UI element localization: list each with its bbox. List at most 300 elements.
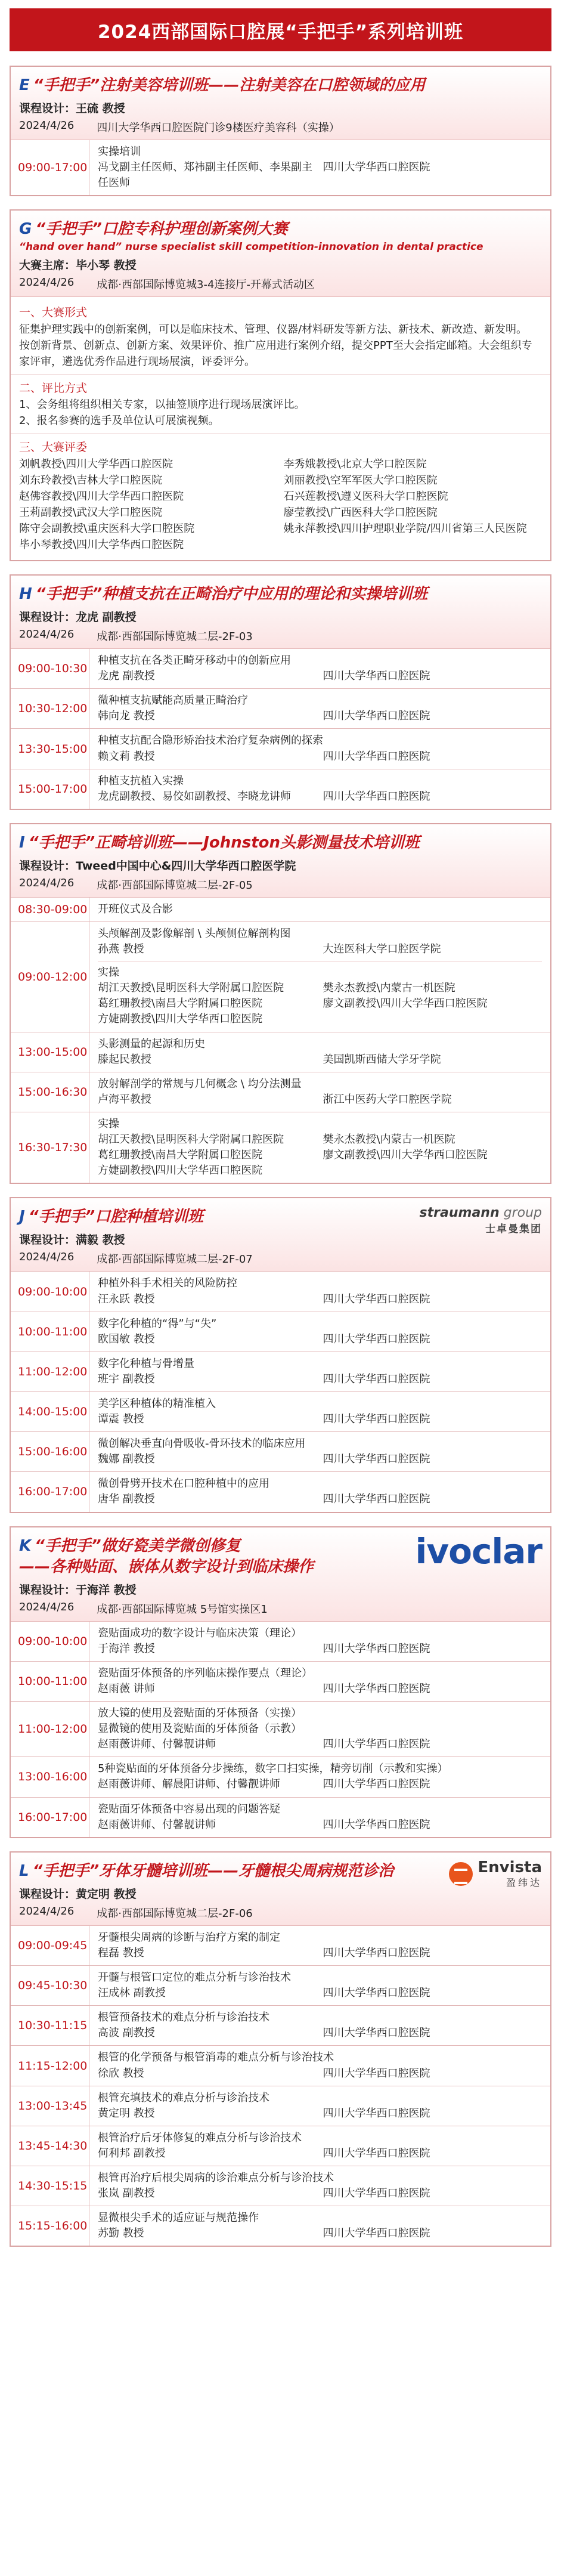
judge-item: 刘丽教授\空军军医大学口腔医院 — [283, 474, 438, 487]
session-topic: 放射解剖学的常规与几何概念 \ 均分法测量 — [98, 1077, 302, 1090]
speaker-name: 胡江天教授\昆明医科大学附属口腔医院 — [98, 1133, 284, 1146]
section-letter: K — [19, 1536, 32, 1555]
section-header — [11, 1198, 550, 1272]
speaker-name: 赵雨薇讲师、解晨阳讲师、付馨靓讲师 — [98, 1778, 280, 1791]
session-body — [89, 769, 550, 809]
session-topic: 微创解决垂直向骨吸收-骨环技术的临床应用 — [98, 1437, 306, 1451]
speaker-affiliation: 樊永杰教授\内蒙古一机医院 — [323, 1133, 455, 1146]
speaker-name: 何利邦 副教授 — [98, 2147, 166, 2160]
session-topic: 头颅解剖及影像解剖 \ 头颅侧位解剖构图 — [98, 927, 291, 940]
envista-logo — [449, 1860, 542, 1889]
session-topic: 实操 — [98, 1117, 119, 1130]
session-speakers — [98, 1132, 542, 1179]
session-topic: 根管的化学预备与根管消毒的难点分析与诊治技术 — [98, 2051, 334, 2064]
section-h — [10, 574, 551, 810]
section-title — [19, 833, 542, 853]
session-topic: 数字化种植的“得”与“失” — [98, 1317, 217, 1330]
competition-body — [11, 297, 550, 560]
session-time: 11:15-12:00 — [11, 2046, 89, 2085]
date-venue — [19, 1905, 542, 1921]
section-i — [10, 823, 551, 1185]
session-body — [89, 1352, 550, 1391]
date: 2024/4/26 — [19, 276, 75, 289]
session-speakers — [98, 2146, 542, 2161]
schedule-row — [11, 1072, 550, 1112]
session-speakers — [98, 1372, 542, 1387]
judge-item: 姚永萍教授\四川护理职业学院/四川省第三人民医院 — [283, 522, 527, 535]
page-banner: 2024西部国际口腔展“手把手”系列培训班 — [10, 8, 551, 51]
format-text-2: 按创新背景、创新点、创新方案、效果评价、推广应用进行案例介绍，提交PPT至大会指定邮箱。大会组织专家评审，遴选优秀作品进行现场展演，评委评分。 — [19, 339, 532, 368]
speaker-affiliation: 四川大学华西口腔医院 — [323, 1946, 430, 1959]
session-speakers — [98, 2025, 542, 2041]
speaker-affiliation: 四川大学华西口腔医院 — [323, 1818, 430, 1831]
session-speakers — [98, 1332, 542, 1347]
speaker-affiliation: 四川大学华西口腔医院 — [323, 1372, 430, 1386]
session-body — [89, 1392, 550, 1431]
session-body — [89, 729, 550, 768]
session-topic: 根管再治疗后根尖周病的诊治难点分析与诊治技术 — [98, 2171, 334, 2184]
session-topic: 头影测量的起源和历史 — [98, 1037, 205, 1050]
venue: 成都·西部国际博览城二层-2F-05 — [97, 879, 253, 892]
session-topic: 瓷贴面牙体预备中容易出现的问题答疑 — [98, 1802, 280, 1816]
judge-item: 赵佛容教授\四川大学华西口腔医院 — [19, 490, 184, 503]
schedule-row — [11, 2166, 550, 2206]
session-time: 09:45-10:30 — [11, 1966, 89, 2005]
evaluation-text-1: 1、会务组将组织相关专家，以抽签顺序进行现场展演评比。 — [19, 398, 305, 412]
schedule-row — [11, 1352, 550, 1392]
venue: 四川大学华西口腔医院门诊9楼医疗美容科（实操） — [97, 122, 340, 135]
session-speakers — [98, 1452, 542, 1467]
ivoclar-logo: ivoclar — [415, 1530, 542, 1572]
speaker-name: 高波 副教授 — [98, 2027, 155, 2040]
session-body — [89, 1662, 550, 1701]
venue: 成都·西部国际博览城二层-2F-07 — [97, 1253, 253, 1266]
session-topic: 放大镜的使用及瓷贴面的牙体预备（实操） — [98, 1707, 302, 1720]
date: 2024/4/26 — [19, 876, 75, 889]
session-body — [89, 1757, 550, 1796]
schedule-row — [11, 689, 550, 729]
speaker-affiliation: 四川大学华西口腔医院 — [323, 1642, 430, 1655]
schedule-row — [11, 729, 550, 769]
speaker-affiliation: 廖文副教授\四川大学华西口腔医院 — [323, 1149, 488, 1162]
session-time: 14:00-15:00 — [11, 1392, 89, 1431]
speaker-name: 魏娜 副教授 — [98, 1453, 155, 1466]
section-title — [19, 219, 542, 240]
speaker-name: 赵雨薇 讲师 — [98, 1683, 155, 1695]
session-time: 13:00-15:00 — [11, 1032, 89, 1072]
date-venue — [19, 1601, 542, 1616]
judge-item: 李秀娥教授\北京大学口腔医院 — [283, 457, 427, 471]
session-topic: 开髓与根管口定位的难点分析与诊治技术 — [98, 1971, 291, 1984]
section-subtitle: “hand over hand” nurse specialist skill competition-innovation in dental practice — [19, 241, 483, 253]
speaker-affiliation: 美国凯斯西储大学牙学院 — [323, 1053, 441, 1066]
venue: 成都·西部国际博览城二层-2F-06 — [97, 1907, 253, 1920]
date-venue — [19, 877, 542, 892]
session-topic: 瓷贴面牙体预备的序列临床操作要点（理论） — [98, 1666, 312, 1680]
schedule — [11, 140, 550, 195]
speaker-name: 班宇 副教授 — [98, 1372, 155, 1386]
speaker: 葛红珊教授\南昌大学附属口腔医院 — [98, 997, 263, 1010]
session-speakers — [98, 1641, 542, 1657]
logo-brand-cn: 盈纬达 — [506, 1876, 542, 1888]
session-speakers — [98, 1986, 542, 2001]
session-time: 11:00-12:00 — [11, 1702, 89, 1756]
speaker-affiliation: 浙江中医药大学口腔医学院 — [323, 1093, 452, 1106]
section-j — [10, 1197, 551, 1513]
date: 2024/4/26 — [19, 1600, 75, 1613]
speaker-affiliation: 四川大学华西口腔医院 — [323, 1332, 430, 1346]
session-speakers — [98, 1092, 542, 1108]
session-body — [89, 1312, 550, 1352]
section-header — [11, 576, 550, 649]
speaker-name: 龙虎 副教授 — [98, 670, 155, 683]
section-g — [10, 209, 551, 561]
section-title-text: “手把手”正畸培训班——Johnston头影测量技术培训班 — [28, 833, 420, 852]
speaker-affiliation: 四川大学华西口腔医院 — [323, 1738, 430, 1751]
judge-item: 王莉副教授\武汉大学口腔医院 — [19, 506, 163, 519]
session-time: 09:00-10:30 — [11, 649, 89, 688]
speaker-name: 汪成林 副教授 — [98, 1987, 166, 2000]
date: 2024/4/26 — [19, 1251, 75, 1264]
session-topic: 种植外科手术相关的风险防控 — [98, 1277, 237, 1290]
schedule-row — [11, 922, 550, 1032]
speaker-affiliation: 四川大学华西口腔医院 — [323, 2187, 430, 2200]
section-letter: G — [19, 220, 32, 239]
schedule-row — [11, 1757, 550, 1797]
speaker: 廖文副教授\四川大学华西口腔医院 — [323, 997, 488, 1010]
session-speakers — [98, 1292, 542, 1307]
schedule-row — [11, 1662, 550, 1702]
session-body — [89, 649, 550, 688]
speaker-name: 程磊 教授 — [98, 1946, 144, 1959]
schedule-row — [11, 2046, 550, 2086]
session-body — [89, 2086, 550, 2126]
session-body — [89, 1472, 550, 1511]
session-topic: 种植支抗植入实操 — [98, 774, 184, 787]
speaker-name: 黄定明 教授 — [98, 2107, 155, 2120]
speaker-affiliation: 四川大学华西口腔医院 — [323, 670, 430, 683]
session-time: 10:00-11:00 — [11, 1312, 89, 1352]
schedule-row — [11, 1392, 550, 1432]
schedule-row — [11, 1798, 550, 1837]
format-text-1: 征集护理实践中的创新案例，可以是临床技术、管理、仪器/材料研发等新方法、新技术、新改造、新发明。 — [19, 323, 528, 336]
session-body — [89, 898, 550, 921]
speaker-name: 赵雨薇讲师、付馨靓讲师 — [98, 1818, 216, 1831]
speaker-affiliation: 大连医科大学口腔医学院 — [323, 943, 441, 956]
session-time: 15:00-17:00 — [11, 769, 89, 809]
schedule-row — [11, 1966, 550, 2006]
venue: 成都·西部国际博览城3-4连接厅-开幕式活动区 — [97, 279, 315, 292]
speaker-name: 唐华 副教授 — [98, 1493, 155, 1506]
session-speakers — [98, 2066, 542, 2082]
speaker-name: 孙燕 教授 — [98, 943, 144, 956]
session-body — [89, 1432, 550, 1471]
section-e — [10, 66, 551, 196]
session-topic: 数字化种植与骨增量 — [98, 1357, 194, 1370]
session-time: 13:30-15:00 — [11, 729, 89, 768]
session-body — [89, 140, 550, 195]
course-designer: 课程设计：龙虎 副教授 — [19, 611, 137, 624]
heading-format: 一、大赛形式 — [19, 306, 88, 320]
session-time: 10:30-11:15 — [11, 2006, 89, 2045]
section-title-line2: ——各种贴面、嵌体从数字设计到临床操作 — [19, 1557, 314, 1576]
session-body — [89, 1622, 550, 1661]
session-body — [89, 922, 550, 1032]
speaker-affiliation: 四川大学华西口腔医院 — [323, 1987, 430, 2000]
speaker-affiliation: 四川大学华西口腔医院 — [323, 2227, 430, 2240]
session-body — [89, 689, 550, 728]
session-time: 09:00-10:00 — [11, 1622, 89, 1661]
evaluation-text-2: 2、报名参赛的选手及单位认可展演视频。 — [19, 415, 219, 428]
section-title-text: “手把手”口腔专科护理创新案例大赛 — [35, 220, 288, 239]
date-venue — [19, 628, 542, 644]
session-time: 10:30-12:00 — [11, 689, 89, 728]
session-topic: 实操培训 — [98, 146, 141, 159]
section-header — [11, 1853, 550, 1926]
speaker-name: 于海洋 教授 — [98, 1642, 155, 1655]
schedule-row — [11, 898, 550, 922]
session-speakers — [98, 1412, 542, 1427]
session-body — [89, 1798, 550, 1837]
session-body — [89, 1032, 550, 1072]
course-designer: 课程设计：Tweed中国中心&四川大学华西口腔医学院 — [19, 859, 296, 873]
speaker-affiliation: 四川大学华西口腔医院 — [323, 2147, 430, 2160]
speaker-name: 苏勤 教授 — [98, 2227, 144, 2240]
course-designer: 课程设计：于海洋 教授 — [19, 1583, 137, 1597]
schedule-row — [11, 1272, 550, 1312]
session-speakers — [98, 2226, 542, 2241]
speaker-affiliation: 四川大学华西口腔医院 — [323, 1778, 430, 1791]
session-time: 09:00-12:00 — [11, 922, 89, 1032]
speaker-name: 冯戈副主任医师、郑祎副主任医师、李果副主任医师 — [98, 161, 312, 190]
schedule-row — [11, 649, 550, 689]
section-letter: H — [19, 585, 32, 603]
session-speakers — [98, 1777, 542, 1792]
session-body — [89, 1112, 550, 1183]
date: 2024/4/26 — [19, 1904, 75, 1918]
session-body — [89, 2126, 550, 2166]
session-topic: 开班仪式及合影 — [98, 902, 173, 916]
speaker-name: 赵雨薇讲师、付馨靓讲师 — [98, 1738, 216, 1751]
schedule-row — [11, 2126, 550, 2166]
speaker: 樊永杰教授\内蒙古一机医院 — [323, 982, 455, 995]
speaker-affiliation: 四川大学华西口腔医院 — [323, 2067, 430, 2080]
heading-evaluation: 二、评比方式 — [19, 381, 88, 395]
date-venue — [19, 1251, 542, 1266]
judge-item: 刘帆教授\四川大学华西口腔医院 — [19, 457, 173, 471]
speaker-name: 赖文莉 教授 — [98, 750, 155, 763]
session-speakers — [98, 669, 542, 684]
session-topic: 微创骨劈开技术在口腔种植中的应用 — [98, 1477, 269, 1490]
logo-brand: Envista — [478, 1858, 542, 1876]
session-speakers — [98, 789, 542, 805]
speaker-affiliation — [323, 1163, 543, 1179]
section-header — [11, 67, 550, 140]
session-topic: 牙髓根尖周病的诊断与治疗方案的制定 — [98, 1931, 280, 1944]
session-topic: 5种瓷贴面的牙体预备分步操练，数字口扫实操，精旁切削（示教和实操） — [98, 1762, 448, 1776]
session-topic: 微种植支抗赋能高质量正畸治疗 — [98, 694, 248, 707]
session-time: 09:00-09:45 — [11, 1926, 89, 1965]
section-letter: L — [19, 1861, 29, 1880]
session-time: 11:00-12:00 — [11, 1352, 89, 1391]
session-body — [89, 2166, 550, 2206]
schedule-row — [11, 2206, 550, 2246]
schedule-row — [11, 1926, 550, 1966]
straumann-logo — [420, 1205, 542, 1235]
section-letter: J — [19, 1208, 25, 1226]
speaker-affiliation: 四川大学华西口腔医院 — [323, 1413, 430, 1426]
session-topic: 瓷贴面成功的数字设计与临床决策（理论） — [98, 1626, 302, 1640]
session-speakers — [98, 2186, 542, 2201]
course-designer: 课程设计：王硫 教授 — [19, 102, 125, 116]
session-time: 16:00-17:00 — [11, 1472, 89, 1511]
section-title-text: “手把手”牙体牙髓培训班——牙髓根尖周病规范诊治 — [32, 1861, 394, 1880]
session-speakers — [98, 749, 542, 765]
envista-mark-icon — [449, 1862, 473, 1886]
venue: 成都·西部国际博览城 5号馆实操区1 — [97, 1603, 268, 1616]
session-time: 16:00-17:00 — [11, 1798, 89, 1837]
schedule-row — [11, 2006, 550, 2046]
schedule-row — [11, 1032, 550, 1072]
course-designer: 课程设计：满毅 教授 — [19, 1233, 125, 1247]
schedule-row — [11, 140, 550, 195]
judge-item — [284, 537, 543, 553]
date: 2024/4/26 — [19, 119, 75, 132]
session-body — [89, 1072, 550, 1112]
schedule-row — [11, 769, 550, 809]
section-title — [19, 75, 542, 96]
session-time: 13:00-16:00 — [11, 1757, 89, 1796]
schedule — [11, 1622, 550, 1837]
session-time: 09:00-10:00 — [11, 1272, 89, 1311]
speaker-affiliation: 四川大学华西口腔医院 — [323, 1683, 430, 1695]
schedule-row — [11, 1622, 550, 1662]
speaker-name: 谭震 教授 — [98, 1413, 144, 1426]
session-speakers — [98, 1492, 542, 1507]
session-body — [89, 2206, 550, 2246]
section-letter: E — [19, 76, 30, 94]
session-speakers — [98, 1052, 542, 1068]
speaker-name: 葛红珊教授\南昌大学附属口腔医院 — [98, 1149, 263, 1162]
section-header — [11, 1527, 550, 1622]
speaker-affiliation: 四川大学华西口腔医院 — [323, 1292, 430, 1306]
speaker-name: 龙虎副教授、易佼如副教授、李晓龙讲师 — [98, 790, 291, 803]
session-speakers — [98, 1817, 542, 1833]
session-time: 16:30-17:30 — [11, 1112, 89, 1183]
competition-chair: 大赛主席：毕小琴 教授 — [19, 259, 137, 273]
session-topic: 根管充填技术的难点分析与诊治技术 — [98, 2091, 269, 2104]
session-body — [89, 2046, 550, 2085]
section-title-text: “手把手”口腔种植培训班 — [28, 1208, 204, 1226]
schedule — [11, 1926, 550, 2246]
speaker-affiliation: 四川大学华西口腔医院 — [323, 1493, 430, 1506]
date: 2024/4/26 — [19, 628, 75, 641]
venue: 成都·西部国际博览城二层-2F-03 — [97, 630, 253, 644]
session-sub-speakers — [98, 981, 542, 1027]
schedule-row — [11, 1312, 550, 1352]
session-speakers — [98, 709, 542, 724]
session-sub-topic: 实操 — [98, 961, 542, 981]
section-l — [10, 1851, 551, 2247]
speaker-name: 徐欣 教授 — [98, 2067, 144, 2080]
speaker: 胡江天教授\昆明医科大学附属口腔医院 — [98, 982, 284, 995]
judge-item: 毕小琴教授\四川大学华西口腔医院 — [19, 538, 184, 551]
session-time: 13:00-13:45 — [11, 2086, 89, 2126]
session-speakers — [98, 1737, 542, 1752]
speaker-name: 欧国敏 教授 — [98, 1332, 155, 1346]
session-topic: 美学区种植体的精准植入 — [98, 1397, 216, 1410]
speaker-affiliation: 四川大学华西口腔医院 — [323, 2027, 430, 2040]
speaker-affiliation: 四川大学华西口腔医院 — [323, 710, 430, 723]
heading-judges: 三、大赛评委 — [19, 441, 88, 454]
date-venue — [19, 119, 542, 135]
speaker-name: 滕起民教授 — [98, 1053, 151, 1066]
logo-brand-cn: 士卓曼集团 — [485, 1223, 542, 1236]
schedule-row — [11, 1472, 550, 1511]
session-body — [89, 1926, 550, 1965]
session-topic: 根管治疗后牙体修复的难点分析与诊治技术 — [98, 2131, 302, 2144]
session-speakers — [98, 2106, 542, 2122]
logo-brand-suffix: group — [503, 1205, 542, 1221]
course-designer: 课程设计：黄定明 教授 — [19, 1887, 137, 1901]
judge-item: 刘东玲教授\吉林大学口腔医院 — [19, 474, 163, 487]
speaker — [323, 1012, 543, 1027]
session-speakers — [98, 1681, 542, 1697]
speaker-affiliation: 四川大学华西口腔医院 — [323, 790, 430, 803]
session-time: 13:45-14:30 — [11, 2126, 89, 2166]
session-body — [89, 2006, 550, 2045]
speaker-affiliation: 四川大学华西口腔医院 — [323, 750, 430, 763]
session-body — [89, 1272, 550, 1311]
speaker-affiliation: 四川大学华西口腔医院 — [323, 161, 430, 174]
schedule-row — [11, 1112, 550, 1183]
session-speakers — [98, 942, 542, 957]
schedule — [11, 649, 550, 809]
schedule — [11, 898, 550, 1183]
session-topic: 根管预备技术的难点分析与诊治技术 — [98, 2011, 269, 2024]
schedule-row — [11, 1432, 550, 1472]
session-time: 10:00-11:00 — [11, 1662, 89, 1701]
session-time: 08:30-09:00 — [11, 898, 89, 921]
schedule-row — [11, 1702, 550, 1757]
session-time: 14:30-15:15 — [11, 2166, 89, 2206]
logo-brand: straumann — [419, 1205, 500, 1221]
section-header — [11, 211, 550, 297]
session-topic: 显微镜的使用及瓷贴面的牙体预备（示教） — [98, 1723, 302, 1736]
session-time: 15:15-16:00 — [11, 2206, 89, 2246]
schedule-row — [11, 2086, 550, 2126]
section-letter: I — [19, 833, 25, 852]
speaker-name: 韩向龙 教授 — [98, 710, 155, 723]
session-topic: 种植支抗在各类正畸牙移动中的创新应用 — [98, 654, 291, 667]
session-time: 15:00-16:00 — [11, 1432, 89, 1471]
session-body — [89, 1702, 550, 1756]
session-time: 15:00-16:30 — [11, 1072, 89, 1112]
session-time: 09:00-17:00 — [11, 140, 89, 195]
speaker-name: 汪永跃 教授 — [98, 1292, 155, 1306]
session-topic: 种植支抗配合隐形矫治技术治疗复杂病例的探索 — [98, 734, 323, 747]
schedule — [11, 1272, 550, 1511]
session-speakers — [98, 1946, 542, 1961]
speaker: 方婕副教授\四川大学华西口腔医院 — [98, 1013, 263, 1026]
judges-list — [19, 456, 542, 553]
date-venue — [19, 276, 542, 292]
session-body — [89, 1966, 550, 2005]
speaker-name: 方婕副教授\四川大学华西口腔医院 — [98, 1164, 263, 1177]
speaker-affiliation: 四川大学华西口腔医院 — [323, 2107, 430, 2120]
speaker-affiliation: 四川大学华西口腔医院 — [323, 1453, 430, 1466]
judge-item: 陈守会副教授\重庆医科大学口腔医院 — [19, 522, 195, 535]
